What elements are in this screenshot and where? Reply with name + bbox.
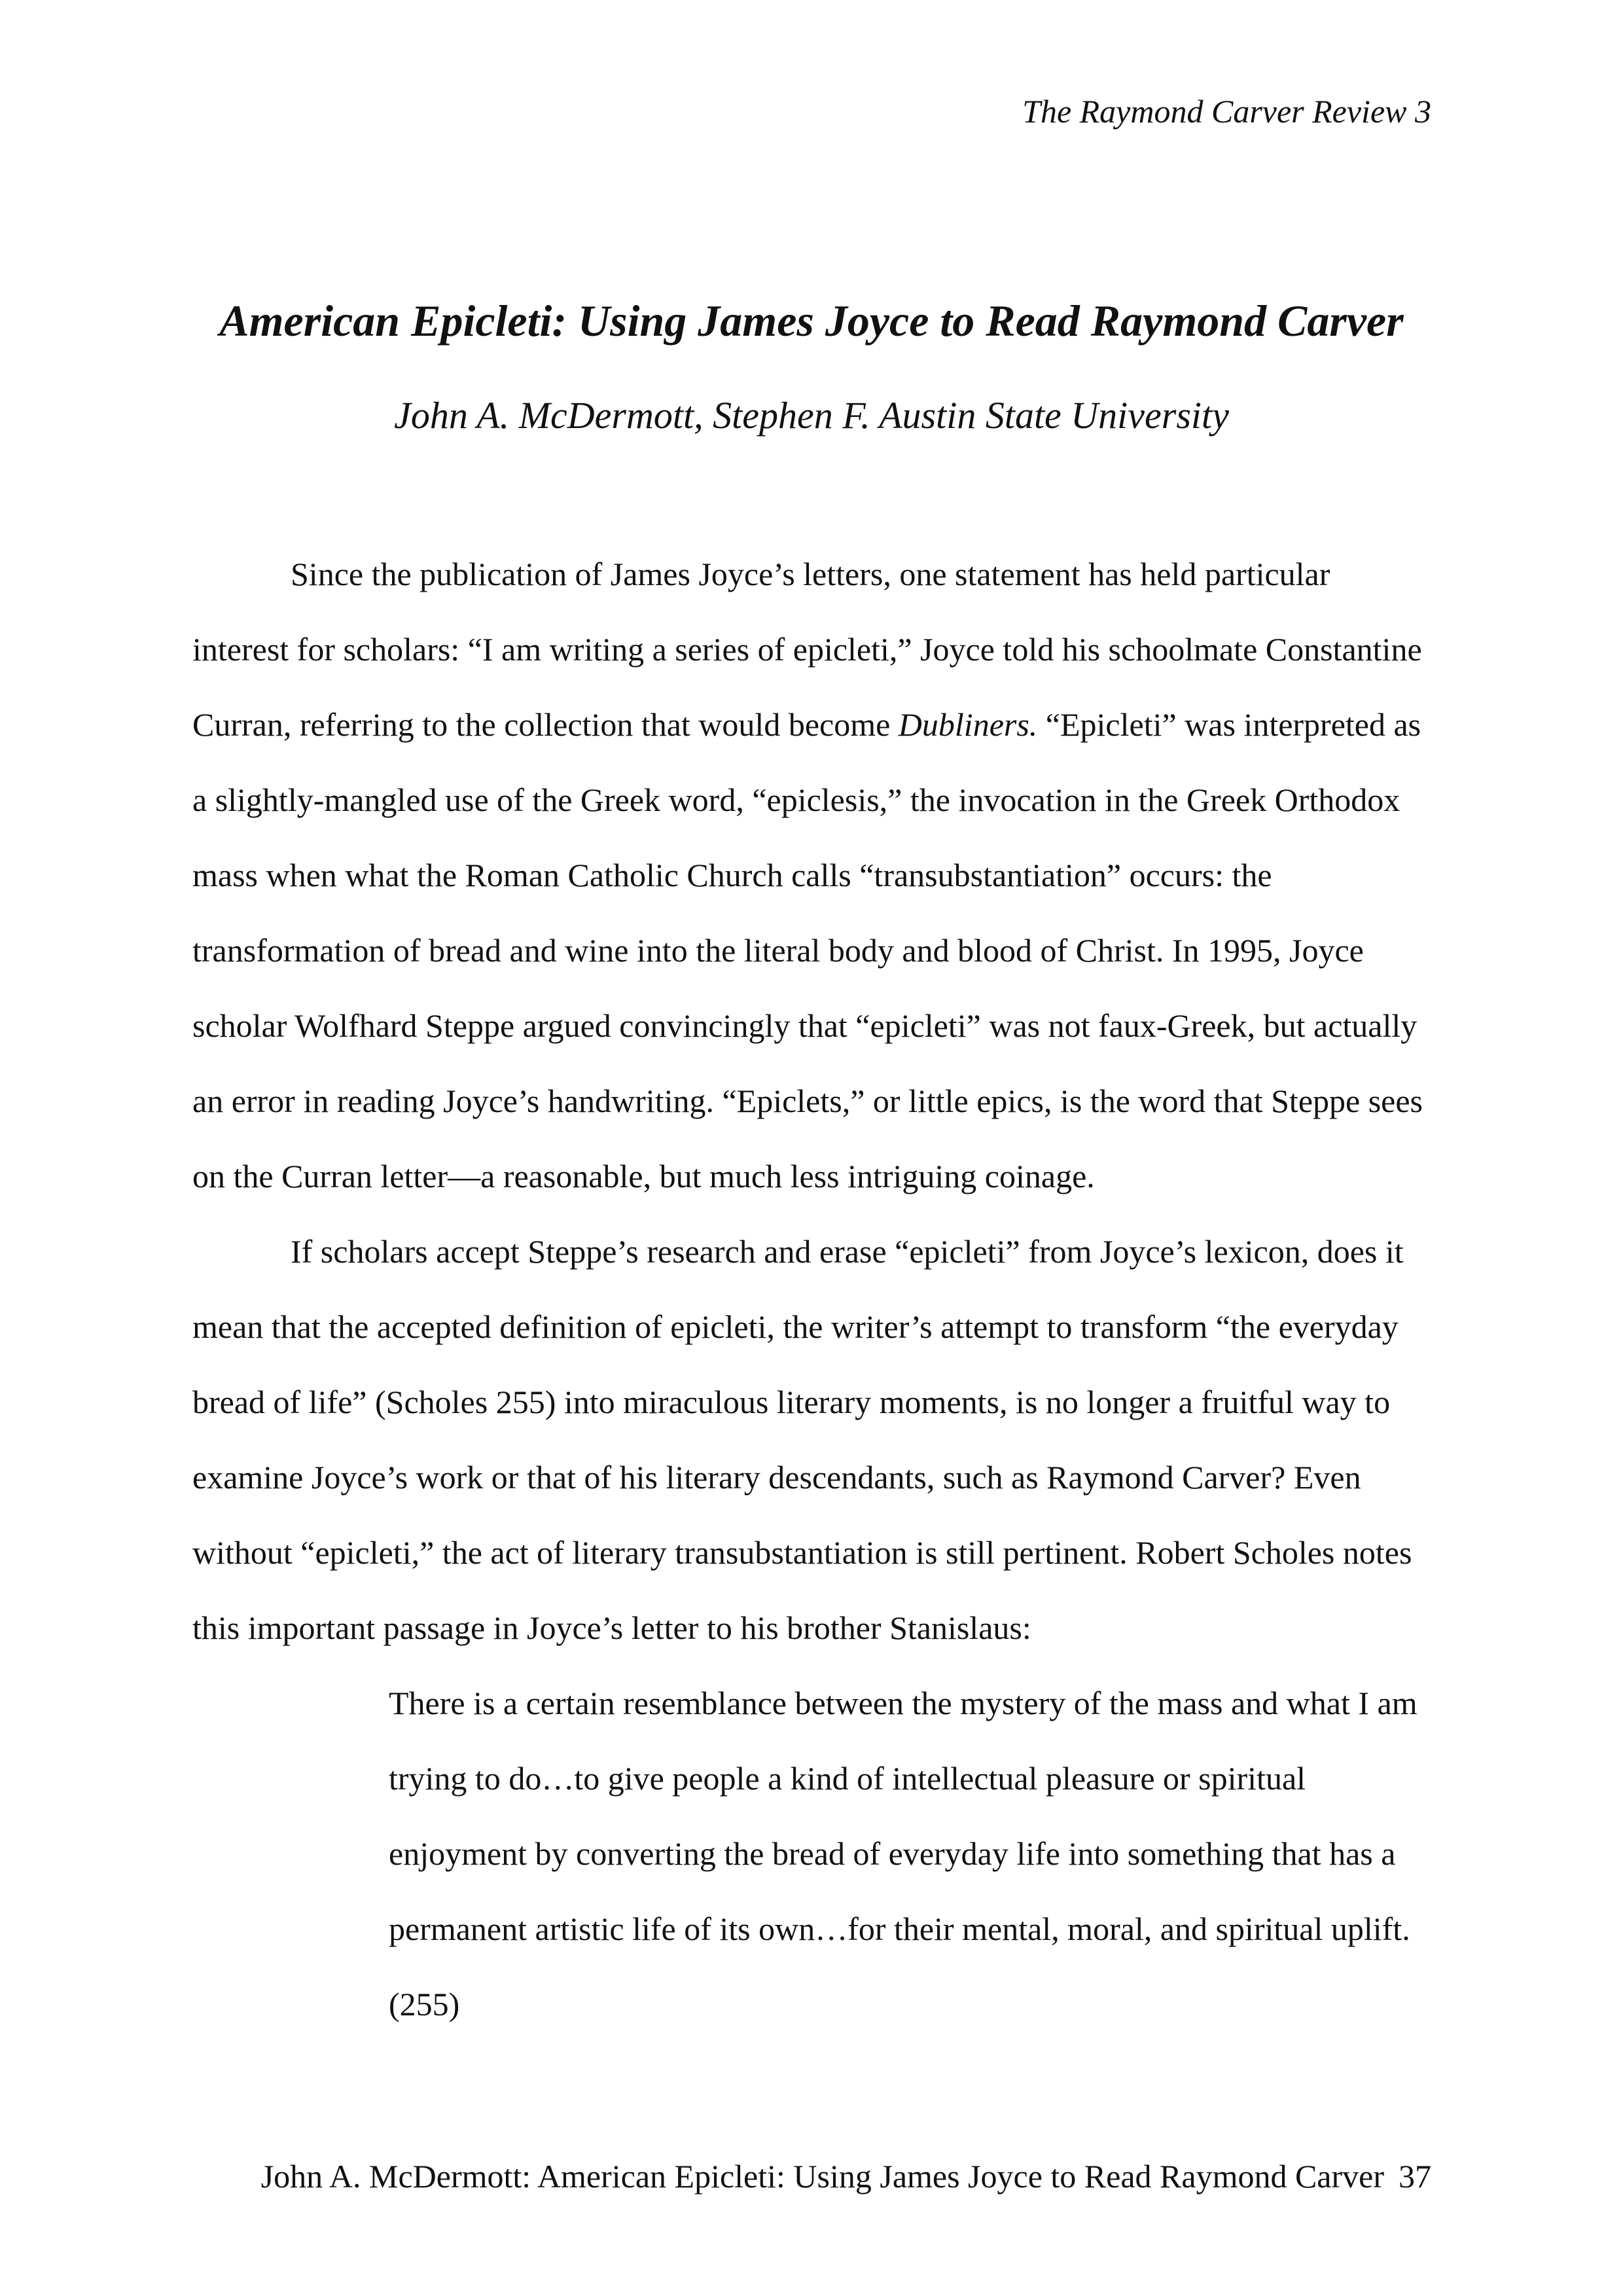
paragraph-2: If scholars accept Steppe’s research and erase “epicleti” from Joyce’s lexicon, does it mean that the accepted definition of epicleti, the writer’s attempt to transform “the everyday bread of life” (Scholes 255) into miraculous literary moments, is no longer a fruitful way to examine Joyce’s work or that of his literary descendants, such as Raymond Carver? Even without “epicleti,” the act of literary transubstantiation is still pertinent. Robert Scholes notes this important passage in Joyce’s letter to his brother Stanislaus: bbox=[192, 1233, 1412, 1646]
paragraph-1-text-b: “Epicleti” was interpreted as a slightly-mangled use of the Greek word, “epiclesis,” the invocation in the Greek Orthodox mass when what the Roman Catholic Church calls “transubstantiation” occurs: the transformation of bread and wine into the literal body and blood of Christ. In 1995, Joyce scholar Wolfhard Steppe argued convincingly that “epicleti” was not faux-Greek, but actually an error in reading Joyce’s handwriting. “Epiclets,” or little epics, is the word that Steppe sees on the Curran letter—a reasonable, but much less intriguing coinage. bbox=[192, 706, 1423, 1194]
paragraph-1-text-a: Since the publication of James Joyce’s letters, one statement has held particular interest for scholars: “I am writing a series of epicleti,” Joyce told his schoolmate Constantine Curran, referring to the collection that would become bbox=[192, 556, 1422, 743]
block-quote-citation: (255) bbox=[389, 1986, 460, 2022]
article-body bbox=[192, 537, 1431, 2042]
article-title: American Epicleti: Using James Joyce to Read Raymond Carver bbox=[219, 296, 1404, 346]
running-head: The Raymond Carver Review 3 bbox=[1022, 93, 1431, 130]
author-affiliation: John A. McDermott, Stephen F. Austin State University bbox=[394, 394, 1229, 437]
block-quote bbox=[389, 1666, 1431, 2042]
footer-text: John A. McDermott: American Epicleti: Using James Joyce to Read Raymond Carver bbox=[260, 2158, 1384, 2195]
block-quote-text: There is a certain resemblance between the mystery of the mass and what I am trying to do…to give people a kind of intellectual pleasure or spiritual enjoyment by converting the bread of everyday life into something that has a permanent artistic life of its own…for their mental, moral, and spiritual uplift. bbox=[389, 1685, 1418, 1947]
page-number: 37 bbox=[1399, 2158, 1431, 2195]
page-footer bbox=[261, 2157, 1431, 2196]
paragraph-1 bbox=[192, 537, 1431, 1214]
book-title-dubliners: Dubliners. bbox=[898, 706, 1038, 743]
